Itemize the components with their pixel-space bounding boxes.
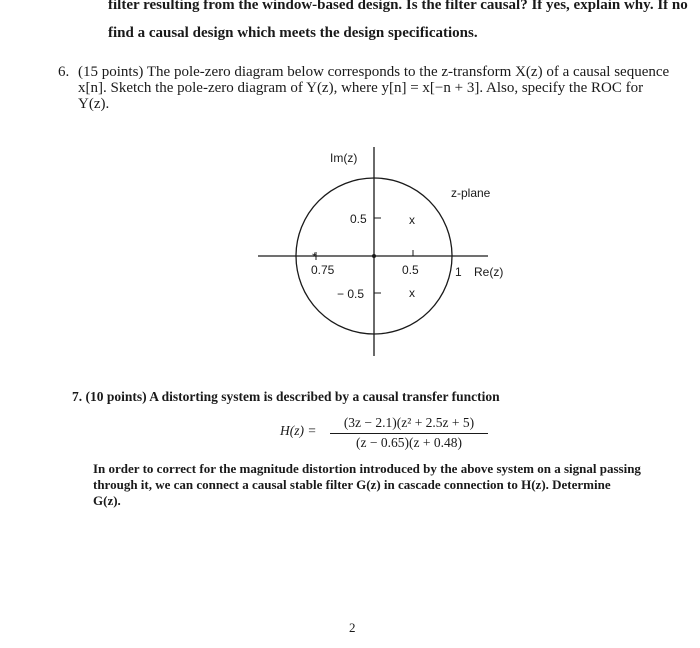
im-axis-label: Im(z) (330, 151, 358, 165)
tick-label-im-pos: 0.5 (350, 212, 367, 226)
tick-label-one: 1 (455, 265, 462, 279)
question-6-number: 6. (58, 64, 70, 80)
pole-lower: x (409, 286, 415, 300)
question-7-paragraph-line-3: G(z). (93, 493, 121, 508)
question-6-line-1: (15 points) The pole-zero diagram below corresponds to the z-transform X(z) of a causal sequence (78, 64, 670, 80)
question-6-line-2: x[n]. Sketch the pole-zero diagram of Y(z), where y[n] = x[−n + 3]. Also, specify the ROC for (78, 80, 644, 96)
pole-upper: x (409, 213, 415, 227)
header-line-2: find a causal design which meets the design specifications. (108, 25, 478, 41)
z-plane-label: z-plane (451, 186, 491, 200)
question-7-heading: 7. (10 points) A distorting system is described by a causal transfer function (72, 389, 500, 404)
zero-marker: * (312, 250, 317, 264)
question-7-paragraph-line-1: In order to correct for the magnitude distortion introduced by the above system on a signal passing (93, 461, 641, 476)
re-axis-label: Re(z) (474, 265, 504, 279)
question-7-paragraph-line-2: through it, we can connect a causal stable filter G(z) in cascade connection to H(z). Determine (93, 477, 611, 492)
transfer-function-fraction (330, 415, 488, 451)
transfer-function-lhs: H(z) = (280, 423, 317, 438)
tick-label-re-pos: 0.5 (402, 263, 419, 277)
tick-label-im-neg: − 0.5 (337, 287, 365, 301)
question-6-line-3: Y(z). (78, 96, 110, 112)
page-number: 2 (349, 620, 356, 635)
tick-label-re-neg: 0.75 (311, 263, 335, 277)
origin-dot (372, 254, 376, 258)
transfer-function-denominator: (z − 0.65)(z + 0.48) (356, 435, 462, 450)
transfer-function-numerator: (3z − 2.1)(z² + 2.5z + 5) (330, 415, 488, 434)
header-line-1: filter resulting from the window-based design. Is the filter causal? If yes, explain why. If no (108, 0, 688, 13)
